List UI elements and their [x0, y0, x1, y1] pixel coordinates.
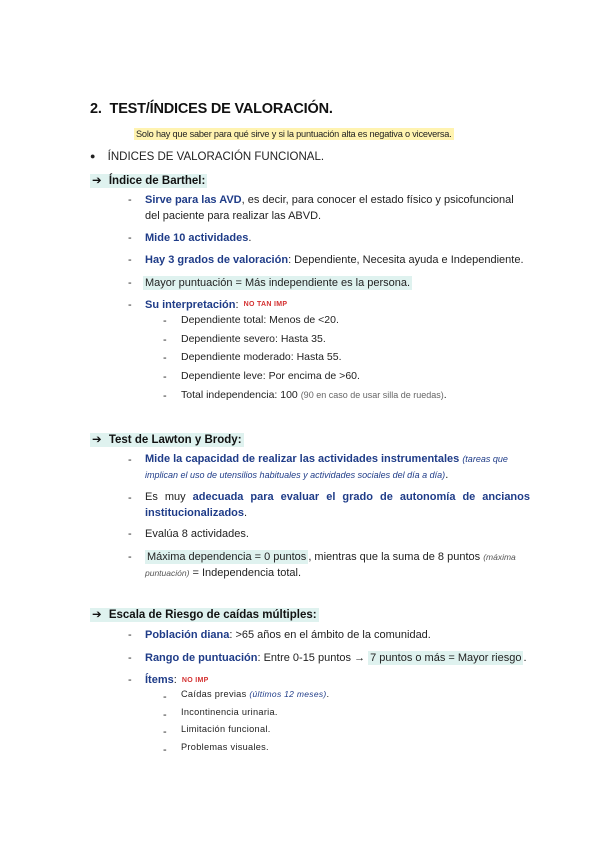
caidas-subitem-1-text: Caídas previas	[181, 689, 250, 699]
lawton-heading	[90, 432, 244, 446]
lawton-title: Test de Lawton y Brody:	[108, 434, 242, 446]
barthel-item-3	[145, 252, 524, 268]
caidas-title: Escala de Riesgo de caídas múltiples:	[108, 609, 317, 621]
barthel-heading	[90, 173, 207, 187]
caidas-item-3-tag: NO IMP	[181, 677, 209, 684]
caidas-item-2-rest: : Entre 0-15 puntos →	[257, 652, 369, 664]
lawton-item-4-highlight: Máxima dependencia = 0 puntos	[147, 551, 307, 563]
arrow-icon: ➔	[92, 609, 102, 621]
dash-bullet: -	[163, 352, 167, 364]
dash-bullet: -	[128, 674, 132, 686]
barthel-item-5-bold: Su interpretación	[145, 299, 236, 311]
lawton-heading-highlight	[90, 433, 244, 447]
caidas-heading-highlight	[90, 608, 319, 622]
barthel-item-1	[145, 192, 530, 224]
dash-bullet: -	[163, 709, 167, 721]
caidas-subitem-4: Problemas visuales.	[181, 742, 269, 752]
dash-bullet: -	[128, 652, 132, 664]
caidas-item-1-bold: Población diana	[145, 629, 230, 641]
dash-bullet: -	[128, 454, 132, 466]
dash-bullet: -	[163, 691, 167, 703]
lawton-item-4-note: (máxima puntuación)	[145, 552, 516, 578]
caidas-item-1-rest: : >65 años en el ámbito de la comunidad.	[229, 629, 431, 641]
dash-bullet: -	[163, 371, 167, 383]
barthel-item-2-bold: Mide 10 actividades	[145, 232, 249, 244]
barthel-item-5	[145, 297, 287, 315]
barthel-subitem-5-text: Total independencia: 100	[181, 389, 301, 401]
caidas-item-2-bold: Rango de puntuación	[145, 652, 258, 664]
barthel-item-3-bold: Hay 3 grados de valoración	[145, 254, 289, 266]
dash-bullet: -	[128, 232, 132, 244]
barthel-subitem-5-note: (90 en caso de usar silla de ruedas)	[300, 390, 444, 400]
barthel-item-4-text: Mayor puntuación = Más independiente es la persona.	[145, 277, 411, 289]
lawton-item-2-bold: adecuada para evaluar el grado de autonomía de ancianos institucionalizados	[145, 491, 530, 519]
arrow-icon: ➔	[92, 175, 102, 187]
lawton-item-2-pre: Es muy	[145, 491, 193, 503]
lawton-item-1-note: (tareas que implican el uso de utensilios habituales y actividades sociales del día a día)	[145, 454, 508, 480]
barthel-heading-highlight	[90, 174, 207, 188]
barthel-item-2-rest: .	[248, 232, 252, 244]
lawton-item-1-bold: Mide la capacidad de realizar las actividades instrumentales	[145, 453, 460, 465]
dash-bullet: -	[128, 277, 132, 289]
dash-bullet: -	[163, 390, 167, 402]
caidas-item-2-end: .	[523, 652, 527, 664]
barthel-subitem-4: Dependiente leve: Por encima de >60.	[181, 370, 360, 382]
dash-bullet: -	[128, 299, 132, 311]
section-heading	[90, 101, 333, 117]
lawton-item-3: Evalúa 8 actividades.	[145, 528, 249, 540]
dash-bullet: -	[128, 629, 132, 641]
caidas-subitem-1	[181, 689, 329, 699]
caidas-item-2	[145, 650, 527, 666]
barthel-title: Índice de Barthel:	[108, 175, 206, 187]
barthel-item-1-bold: Sirve para las AVD	[145, 194, 242, 206]
barthel-item-5-colon: :	[235, 299, 239, 311]
caidas-subitem-2: Incontinencia urinaria.	[181, 707, 278, 717]
dash-bullet: -	[163, 334, 167, 346]
caidas-item-2-highlight: 7 puntos o más = Mayor riesgo	[370, 652, 522, 664]
lawton-item-2	[145, 489, 530, 521]
barthel-subitem-5-end: .	[443, 389, 447, 401]
caidas-item-3-colon: :	[173, 674, 177, 686]
barthel-item-2	[145, 230, 251, 246]
lawton-item-1	[145, 451, 530, 483]
lawton-item-1-end: .	[445, 469, 449, 481]
barthel-item-1-rest: , es decir, para conocer el estado físico y psicofuncional del paciente para realizar las ABVD.	[145, 194, 514, 222]
barthel-item-4	[143, 275, 412, 291]
dash-bullet: -	[128, 254, 132, 266]
arrow-icon: ➔	[92, 434, 102, 446]
functional-indices-text: ÍNDICES DE VALORACIÓN FUNCIONAL.	[107, 151, 325, 163]
barthel-subitem-5	[181, 389, 447, 401]
dash-bullet: -	[163, 315, 167, 327]
caidas-item-3-bold: Ítems	[145, 674, 174, 686]
dash-bullet: -	[163, 744, 167, 756]
barthel-subitem-1: Dependiente total: Menos de <20.	[181, 314, 339, 326]
barthel-item-3-rest: : Dependiente, Necesita ayuda e Independiente.	[288, 254, 524, 266]
dash-bullet: -	[128, 492, 132, 504]
dash-bullet: -	[128, 194, 132, 206]
dash-bullet: -	[128, 551, 132, 563]
dash-bullet: -	[128, 528, 132, 540]
caidas-item-3	[145, 672, 209, 690]
barthel-item-5-tag: NO TAN IMP	[243, 301, 288, 308]
lawton-item-4-mid: , mientras que la suma de 8 puntos	[308, 551, 484, 563]
dash-bullet: -	[163, 726, 167, 738]
section-note	[134, 124, 454, 142]
section-title: TEST/ÍNDICES DE VALORACIÓN.	[109, 101, 333, 117]
section-note-text: Solo hay que saber para qué sirve y si la puntuación alta es negativa o viceversa.	[136, 129, 452, 139]
barthel-subitem-3: Dependiente moderado: Hasta 55.	[181, 351, 342, 363]
functional-indices-line	[90, 151, 324, 163]
caidas-subitem-1-note: (últimos 12 meses)	[249, 689, 327, 699]
section-number: 2.	[90, 101, 102, 117]
caidas-heading	[90, 607, 319, 621]
caidas-subitem-1-end: .	[326, 689, 330, 699]
caidas-subitem-3: Limitación funcional.	[181, 724, 271, 734]
barthel-subitem-2: Dependiente severo: Hasta 35.	[181, 333, 326, 345]
lawton-item-2-end: .	[244, 507, 248, 519]
lawton-item-4-end: = Independencia total.	[189, 567, 302, 579]
bullet-icon: ●	[90, 151, 96, 161]
caidas-item-1	[145, 627, 431, 643]
lawton-item-4	[145, 549, 530, 581]
